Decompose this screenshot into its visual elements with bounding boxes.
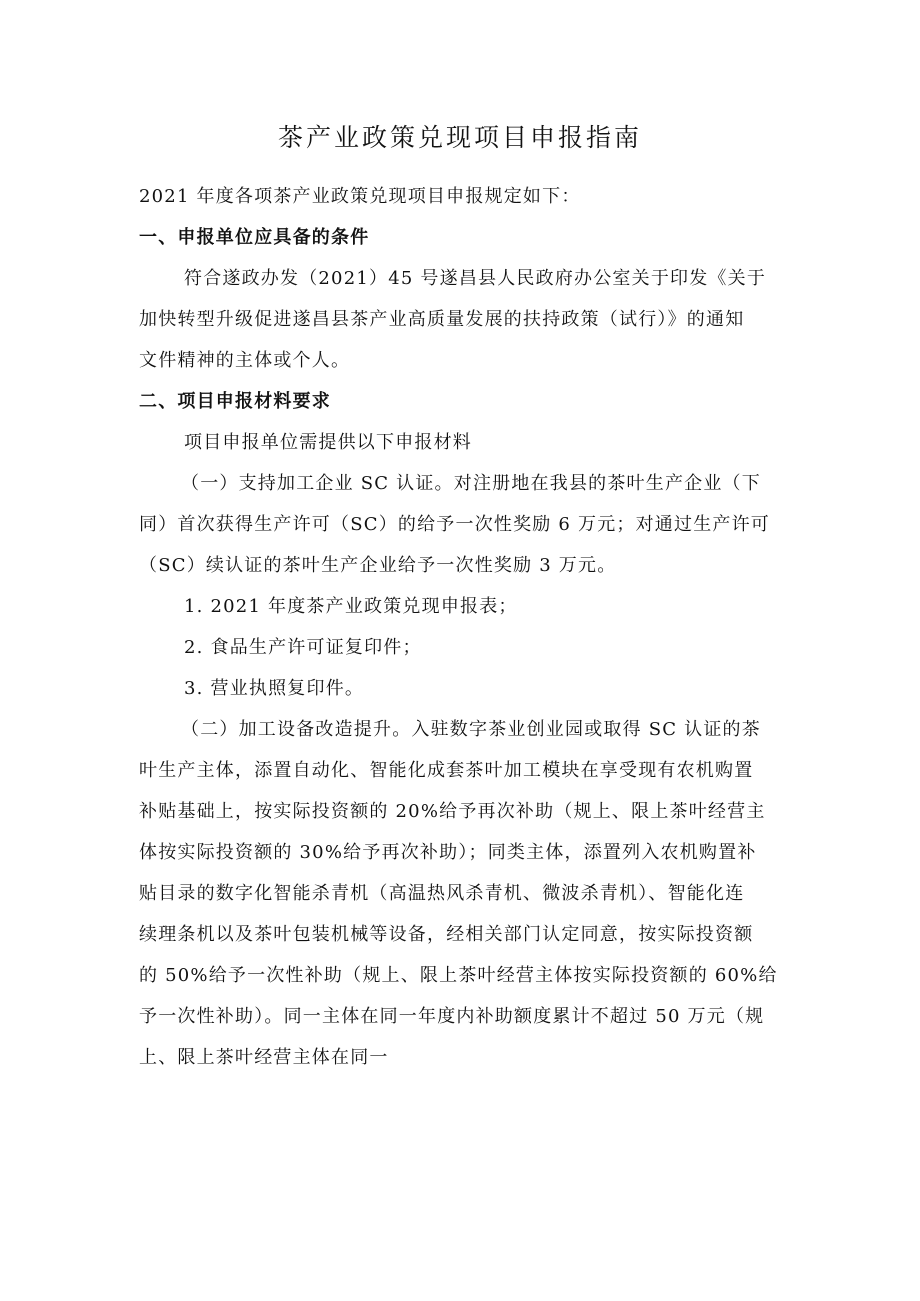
paragraph-line: （SC）续认证的茶叶生产企业给予一次性奖励 3 万元。: [139, 555, 617, 576]
section-heading-conditions: 一、申报单位应具备的条件: [139, 227, 370, 248]
paragraph-line: （一）支持加工企业 SC 认证。对注册地在我县的茶叶生产企业（下: [181, 473, 761, 494]
item-equipment-upgrade: [139, 709, 785, 1078]
paragraph-line: （二）加工设备改造提升。入驻数字茶业创业园或取得 SC 认证的茶: [181, 719, 761, 740]
paragraph-line: 同）首次获得生产许可（SC）的给予一次性奖励 6 万元；对通过生产许可: [139, 514, 770, 535]
material-item: 1. 2021 年度茶产业政策兑现申报表；: [184, 596, 518, 617]
material-item: 3. 营业执照复印件。: [184, 678, 365, 699]
paragraph-line: 加快转型升级促进遂昌县茶产业高质量发展的扶持政策（试行）》的通知: [139, 309, 745, 330]
document-title: 茶产业政策兑现项目申报指南: [277, 123, 642, 152]
material-item: 2. 食品生产许可证复印件；: [184, 637, 422, 658]
paragraph-line: 补贴基础上，按实际投资额的 20%给予再次补助（规上、限上茶叶经营主: [139, 801, 766, 822]
section-heading-materials: 二、项目申报材料要求: [139, 391, 331, 412]
paragraph-line: 续理条机以及茶叶包装机械等设备，经相关部门认定同意，按实际投资额: [139, 924, 754, 945]
paragraph-line: 体按实际投资额的 30%给予再次补助）；同类主体，添置列入农机购置补: [139, 842, 757, 863]
paragraph-line: 上、限上茶叶经营主体在同一: [139, 1047, 389, 1068]
paragraph-line: 文件精神的主体或个人。: [139, 350, 351, 371]
paragraph-line: 符合遂政办发（2021）45 号遂昌县人民政府办公室关于印发《关于: [184, 268, 767, 289]
materials-intro: 项目申报单位需提供以下申报材料: [184, 432, 472, 453]
paragraph-line: 叶生产主体，添置自动化、智能化成套茶叶加工模块在享受现有农机购置: [139, 760, 754, 781]
paragraph-line: 贴目录的数字化智能杀青机（高温热风杀青机、微波杀青机）、智能化连: [139, 883, 745, 904]
document-body: [139, 176, 785, 1078]
item-sc-certification: [139, 463, 785, 586]
paragraph-line: 的 50%给予一次性补助（规上、限上茶叶经营主体按实际投资额的 60%给: [139, 965, 778, 986]
conditions-paragraph: [139, 258, 785, 381]
paragraph-line: 予一次性补助）。同一主体在同一年度内补助额度累计不超过 50 万元（规: [139, 1006, 765, 1027]
intro-paragraph: 2021 年度各项茶产业政策兑现项目申报规定如下：: [139, 186, 581, 207]
